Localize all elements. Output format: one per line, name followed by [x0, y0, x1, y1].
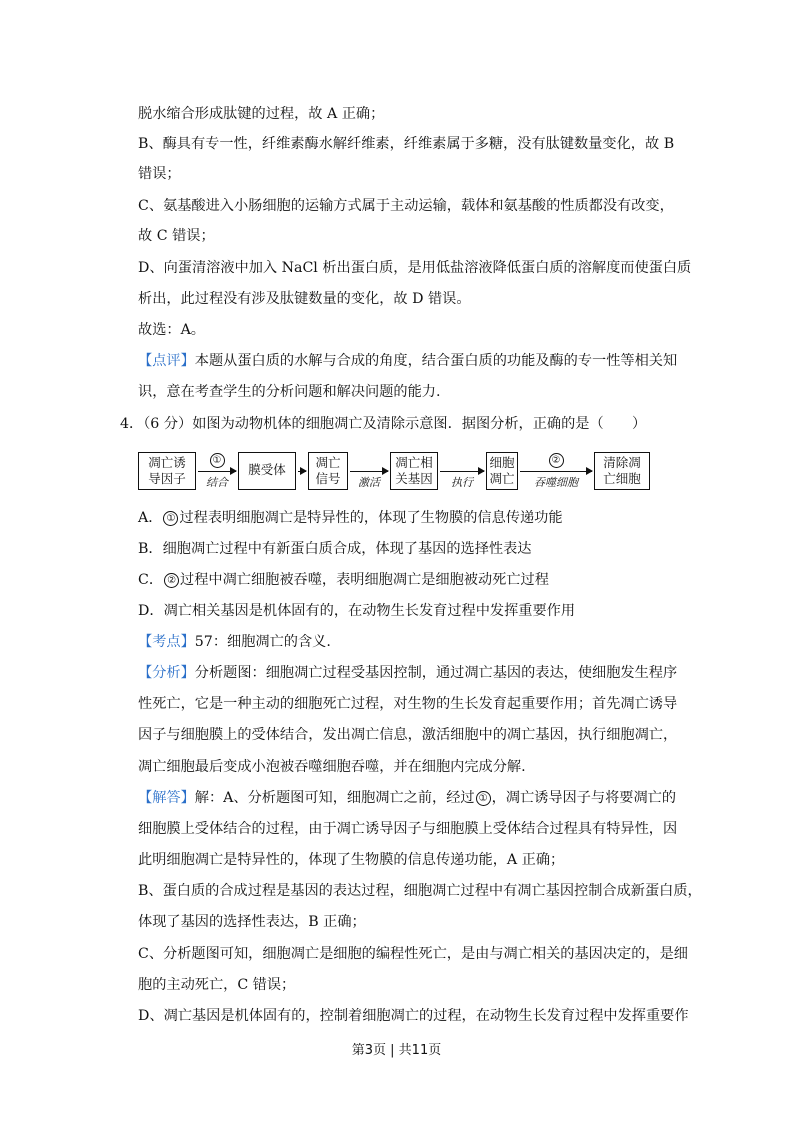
answer-text-line: D、向蛋清溶液中加入 NaCl 析出蛋白质，是用低盐溶液降低蛋白质的溶解度而使蛋白质	[138, 260, 692, 276]
box-label: 亡细胞	[603, 471, 641, 486]
box-label: 清除凋	[603, 455, 641, 470]
option-b: B．细胞凋亡过程中有新蛋白质合成，体现了基因的选择性表达	[138, 541, 532, 557]
fenxi-tag: 【分析】	[138, 665, 195, 681]
jieda-line: B、蛋白质的合成过程是基因的表达过程，细胞凋亡过程中有凋亡基因控制合成新蛋白质，	[138, 883, 702, 899]
box-membrane-receptor	[238, 452, 296, 490]
comment-tag: 【点评】	[138, 353, 195, 369]
option-a: A． ① 过程表明细胞凋亡是特异性的，体现了生物膜的信息传递功能	[138, 510, 563, 526]
arrow-label-execute: 执行	[451, 476, 473, 489]
kaodian-tag: 【考点】	[138, 634, 195, 650]
box-apoptosis-signal	[308, 452, 348, 490]
box-cell-apoptosis	[486, 452, 518, 490]
box-clear-apoptotic-cells	[594, 452, 650, 490]
arrow	[520, 471, 592, 472]
arrow	[440, 471, 484, 472]
box-apoptosis-inducer	[138, 452, 196, 490]
fenxi-line: 因子与细胞膜上的受体结合，发出凋亡信息，激活细胞中的凋亡基因，执行细胞凋亡，	[138, 727, 678, 743]
jieda-line: 胞的主动死亡，C 错误；	[138, 977, 296, 993]
arrow	[198, 471, 236, 472]
arrow	[298, 471, 306, 472]
jieda-line: 【解答】解：A、分析题图可知，细胞凋亡之前，经过 ① ，凋亡诱导因子与将要凋亡的	[138, 790, 677, 806]
box-label: 凋亡相	[395, 455, 433, 470]
box-label: 凋亡	[489, 471, 515, 486]
answer-text-line: 错误；	[138, 166, 181, 182]
arrow-label-step1: ①	[198, 453, 236, 468]
arrow-label-phagocyte: 吞噬细胞	[534, 476, 578, 489]
page-footer: 第3页 | 共11页	[351, 1043, 442, 1058]
option-d: D．凋亡相关基因是机体固有的，在动物生长发育过程中发挥重要作用	[138, 603, 576, 619]
comment-line	[138, 351, 677, 371]
box-label: 凋亡诱	[148, 455, 186, 470]
arrow-label-bind: 结合	[206, 476, 228, 489]
answer-text-line: B、酶具有专一性，纤维素酶水解纤维素，纤维素属于多糖，没有肽键数量变化，故 B	[138, 136, 675, 152]
fenxi-line: 性死亡，它是一种主动的细胞死亡过程，对生物的生长发育起重要作用；首先凋亡诱导	[138, 696, 678, 712]
box-apoptosis-genes	[390, 452, 438, 490]
answer-text-line: 脱水缩合形成肽键的过程，故 A 正确；	[138, 106, 385, 122]
jieda-line: D、凋亡基因是机体固有的，控制着细胞凋亡的过程，在动物生长发育过程中发挥重要作	[138, 1008, 689, 1024]
arrow-label-activate: 激活	[358, 476, 380, 489]
arrow-label-step2: ②	[520, 453, 592, 468]
comment-line: 识，意在考查学生的分析问题和解决问题的能力.	[138, 384, 441, 400]
jieda-line: 此明细胞凋亡是特异性的，体现了生物膜的信息传递功能，A 正确；	[138, 852, 565, 868]
box-label: 关基因	[395, 471, 433, 486]
arrow	[350, 471, 388, 472]
box-label: 导因子	[148, 471, 186, 486]
apoptosis-flow-diagram	[138, 452, 650, 496]
jieda-tag: 【解答】	[138, 790, 195, 806]
kaodian-line: 【考点】57：细胞凋亡的含义.	[138, 634, 331, 650]
box-label: 细胞	[489, 455, 515, 470]
fenxi-line: 【分析】分析题图：细胞凋亡过程受基因控制，通过凋亡基因的表达，使细胞发生程序	[138, 665, 678, 681]
circled-number: ②	[164, 573, 179, 588]
question-stem: 4．（6 分）如图为动物机体的细胞凋亡及清除示意图．据图分析，正确的是（ ）	[120, 416, 647, 432]
answer-text-line: C、氨基酸进入小肠细胞的运输方式属于主动运输，载体和氨基酸的性质都没有改变，	[138, 198, 674, 214]
fenxi-line: 凋亡细胞最后变成小泡被吞噬细胞吞噬，并在细胞内完成分解.	[138, 759, 526, 775]
box-label: 凋亡	[315, 455, 341, 470]
answer-text-line: 故 C 错误；	[138, 228, 215, 244]
circled-number: ①	[476, 791, 491, 806]
circled-number: ①	[163, 511, 178, 526]
box-label: 膜受体	[248, 462, 286, 477]
answer-text-line: 析出，此过程没有涉及肽键数量的变化，故 D 错误。	[138, 291, 471, 307]
jieda-line: C、分析题图可知，细胞凋亡是细胞的编程性死亡，是由与凋亡相关的基因决定的，是细	[138, 946, 688, 962]
comment-text: 本题从蛋白质的水解与合成的角度，结合蛋白质的功能及酶的专一性等相关知	[194, 353, 678, 369]
option-c: C． ② 过程中凋亡细胞被吞噬，表明细胞凋亡是细胞被动死亡过程	[138, 572, 549, 588]
answer-choice-line: 故选：A。	[138, 322, 205, 338]
jieda-line: 细胞膜上受体结合的过程，由于凋亡诱导因子与细胞膜上受体结合过程具有特异性，因	[138, 821, 678, 837]
jieda-line: 体现了基因的选择性表达，B 正确；	[138, 914, 366, 930]
box-label: 信号	[315, 471, 341, 486]
